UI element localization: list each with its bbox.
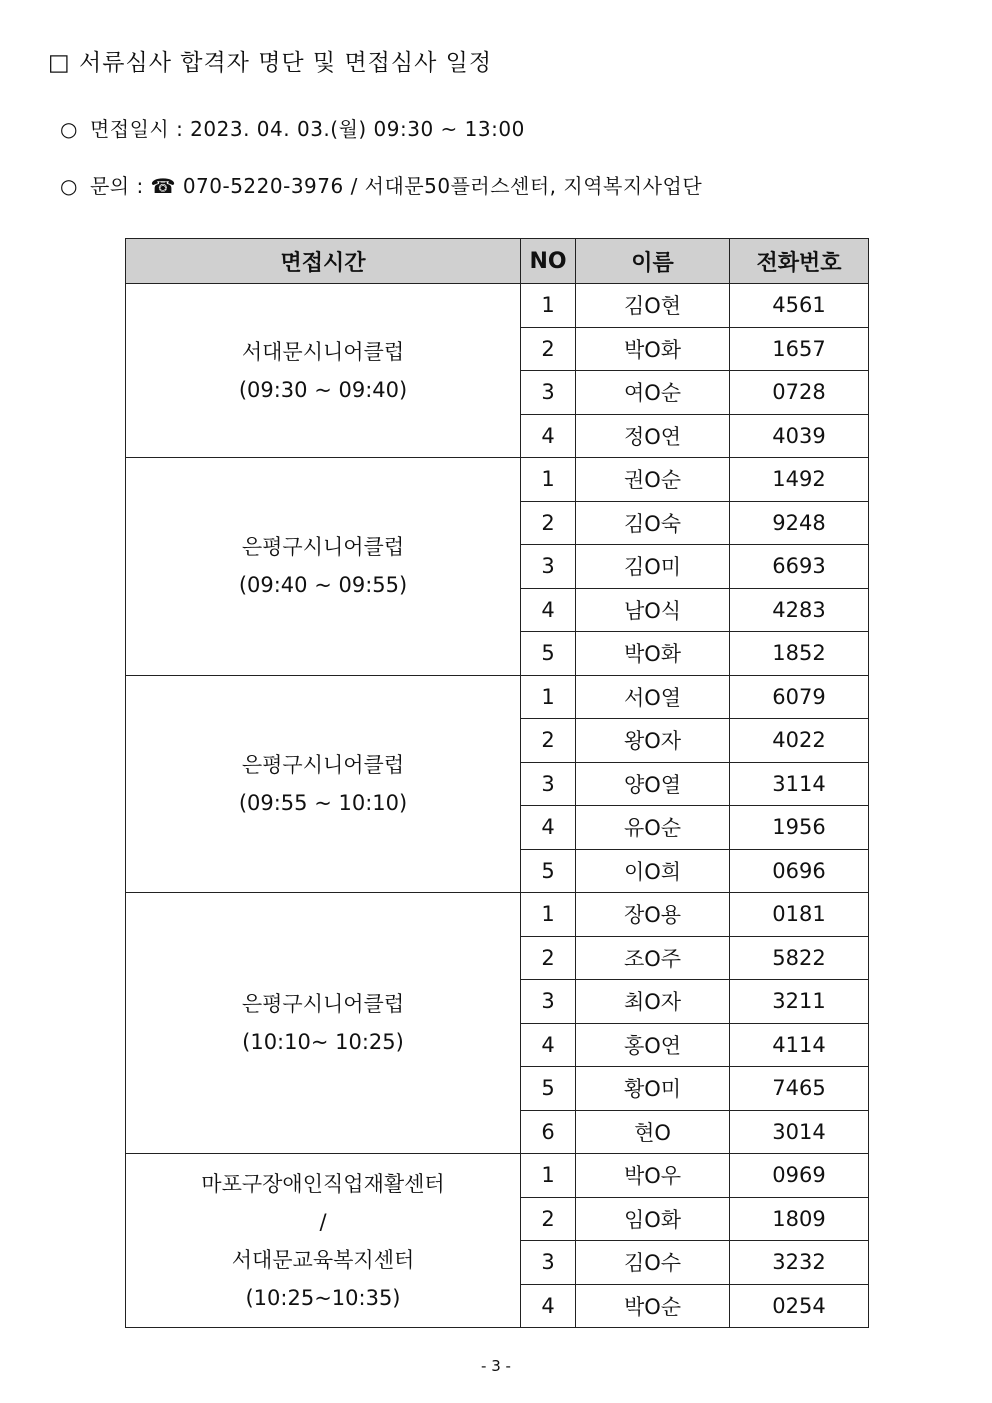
no-cell: 4	[521, 806, 576, 850]
interview-date-line	[60, 113, 525, 142]
no-cell: 5	[521, 632, 576, 676]
group-label-line: 마포구장애인직업재활센터	[201, 1171, 445, 1196]
phone-cell: 0254	[730, 1284, 869, 1328]
no-cell: 3	[521, 980, 576, 1024]
group-label-line: 은평구시니어클럽	[241, 752, 405, 777]
circle-bullet-icon: ○	[60, 117, 78, 141]
phone-cell: 4114	[730, 1023, 869, 1067]
phone-cell: 4039	[730, 414, 869, 458]
name-cell: 양O열	[576, 762, 730, 806]
phone-cell: 3014	[730, 1110, 869, 1154]
name-cell: 홍O연	[576, 1023, 730, 1067]
table-row	[126, 1154, 869, 1198]
no-cell: 5	[521, 1067, 576, 1111]
header-no: NO	[521, 239, 576, 284]
no-cell: 1	[521, 458, 576, 502]
phone-cell: 5822	[730, 936, 869, 980]
no-cell: 4	[521, 1284, 576, 1328]
no-cell: 3	[521, 371, 576, 415]
group-label-line: 은평구시니어클럽	[241, 535, 405, 560]
no-cell: 6	[521, 1110, 576, 1154]
name-cell: 유O순	[576, 806, 730, 850]
no-cell: 1	[521, 675, 576, 719]
group-label-line: (09:40 ~ 09:55)	[238, 573, 408, 598]
name-cell: 김O현	[576, 284, 730, 328]
page-number: - 3 -	[481, 1357, 511, 1375]
phone-cell: 0181	[730, 893, 869, 937]
group-label-line: 서대문교육복지센터	[231, 1247, 415, 1272]
phone-cell: 1809	[730, 1197, 869, 1241]
interview-group-cell	[126, 675, 521, 893]
table-row	[126, 284, 869, 328]
no-cell: 5	[521, 849, 576, 893]
name-cell: 현O	[576, 1110, 730, 1154]
name-cell: 정O연	[576, 414, 730, 458]
phone-cell: 3211	[730, 980, 869, 1024]
no-cell: 4	[521, 414, 576, 458]
section-title: □ 서류심사 합격자 명단 및 면접심사 일정	[48, 50, 493, 76]
table-header-row	[126, 239, 869, 284]
no-cell: 4	[521, 588, 576, 632]
phone-cell: 1657	[730, 327, 869, 371]
no-cell: 3	[521, 1241, 576, 1285]
phone-cell: 0728	[730, 371, 869, 415]
table-row	[126, 458, 869, 502]
table-row	[126, 893, 869, 937]
header-name: 이름	[576, 239, 730, 284]
no-cell: 3	[521, 545, 576, 589]
no-cell: 2	[521, 936, 576, 980]
name-cell: 임O화	[576, 1197, 730, 1241]
name-cell: 김O숙	[576, 501, 730, 545]
name-cell: 이O희	[576, 849, 730, 893]
name-cell: 황O미	[576, 1067, 730, 1111]
interview-group-cell	[126, 893, 521, 1154]
no-cell: 2	[521, 327, 576, 371]
no-cell: 2	[521, 501, 576, 545]
interview-group-cell	[126, 458, 521, 676]
phone-cell: 7465	[730, 1067, 869, 1111]
name-cell: 서O열	[576, 675, 730, 719]
no-cell: 4	[521, 1023, 576, 1067]
header-time: 면접시간	[126, 239, 521, 284]
phone-cell: 0696	[730, 849, 869, 893]
no-cell: 3	[521, 762, 576, 806]
circle-bullet-icon: ○	[60, 174, 78, 198]
phone-cell: 3232	[730, 1241, 869, 1285]
name-cell: 남O식	[576, 588, 730, 632]
name-cell: 김O미	[576, 545, 730, 589]
group-label-line: /	[319, 1209, 327, 1234]
name-cell: 여O순	[576, 371, 730, 415]
phone-cell: 3114	[730, 762, 869, 806]
interview-schedule-table	[125, 238, 869, 1328]
phone-cell: 1956	[730, 806, 869, 850]
phone-cell: 4283	[730, 588, 869, 632]
name-cell: 권O순	[576, 458, 730, 502]
name-cell: 박O순	[576, 1284, 730, 1328]
group-label-line: (10:25~10:35)	[245, 1285, 401, 1310]
name-cell: 박O우	[576, 1154, 730, 1198]
phone-cell: 4561	[730, 284, 869, 328]
group-label-line: 서대문시니어클럽	[241, 339, 405, 364]
name-cell: 김O수	[576, 1241, 730, 1285]
phone-cell: 0969	[730, 1154, 869, 1198]
no-cell: 2	[521, 1197, 576, 1241]
phone-cell: 1492	[730, 458, 869, 502]
group-label-line: (10:10~ 10:25)	[242, 1030, 404, 1054]
name-cell: 박O화	[576, 327, 730, 371]
phone-cell: 4022	[730, 719, 869, 763]
interview-group-cell	[126, 1154, 521, 1328]
no-cell: 1	[521, 893, 576, 937]
contact-text: 문의 : ☎ 070-5220-3976 / 서대문50플러스센터, 지역복지사업단	[89, 174, 703, 198]
no-cell: 2	[521, 719, 576, 763]
table-row	[126, 675, 869, 719]
interview-group-cell	[126, 284, 521, 458]
contact-line	[60, 170, 702, 199]
phone-cell: 9248	[730, 501, 869, 545]
phone-cell: 6079	[730, 675, 869, 719]
group-label-line: (09:30 ~ 09:40)	[238, 377, 408, 402]
name-cell: 최O자	[576, 980, 730, 1024]
name-cell: 박O화	[576, 632, 730, 676]
group-label-line: (09:55 ~ 10:10)	[238, 790, 408, 815]
no-cell: 1	[521, 1154, 576, 1198]
interview-date-text: 면접일시 : 2023. 04. 03.(월) 09:30 ~ 13:00	[89, 117, 525, 141]
header-phone: 전화번호	[730, 239, 869, 284]
group-label-line: 은평구시니어클럽	[241, 992, 405, 1016]
name-cell: 왕O자	[576, 719, 730, 763]
no-cell: 1	[521, 284, 576, 328]
name-cell: 조O주	[576, 936, 730, 980]
name-cell: 장O용	[576, 893, 730, 937]
phone-cell: 1852	[730, 632, 869, 676]
table-body	[126, 284, 869, 1328]
phone-cell: 6693	[730, 545, 869, 589]
